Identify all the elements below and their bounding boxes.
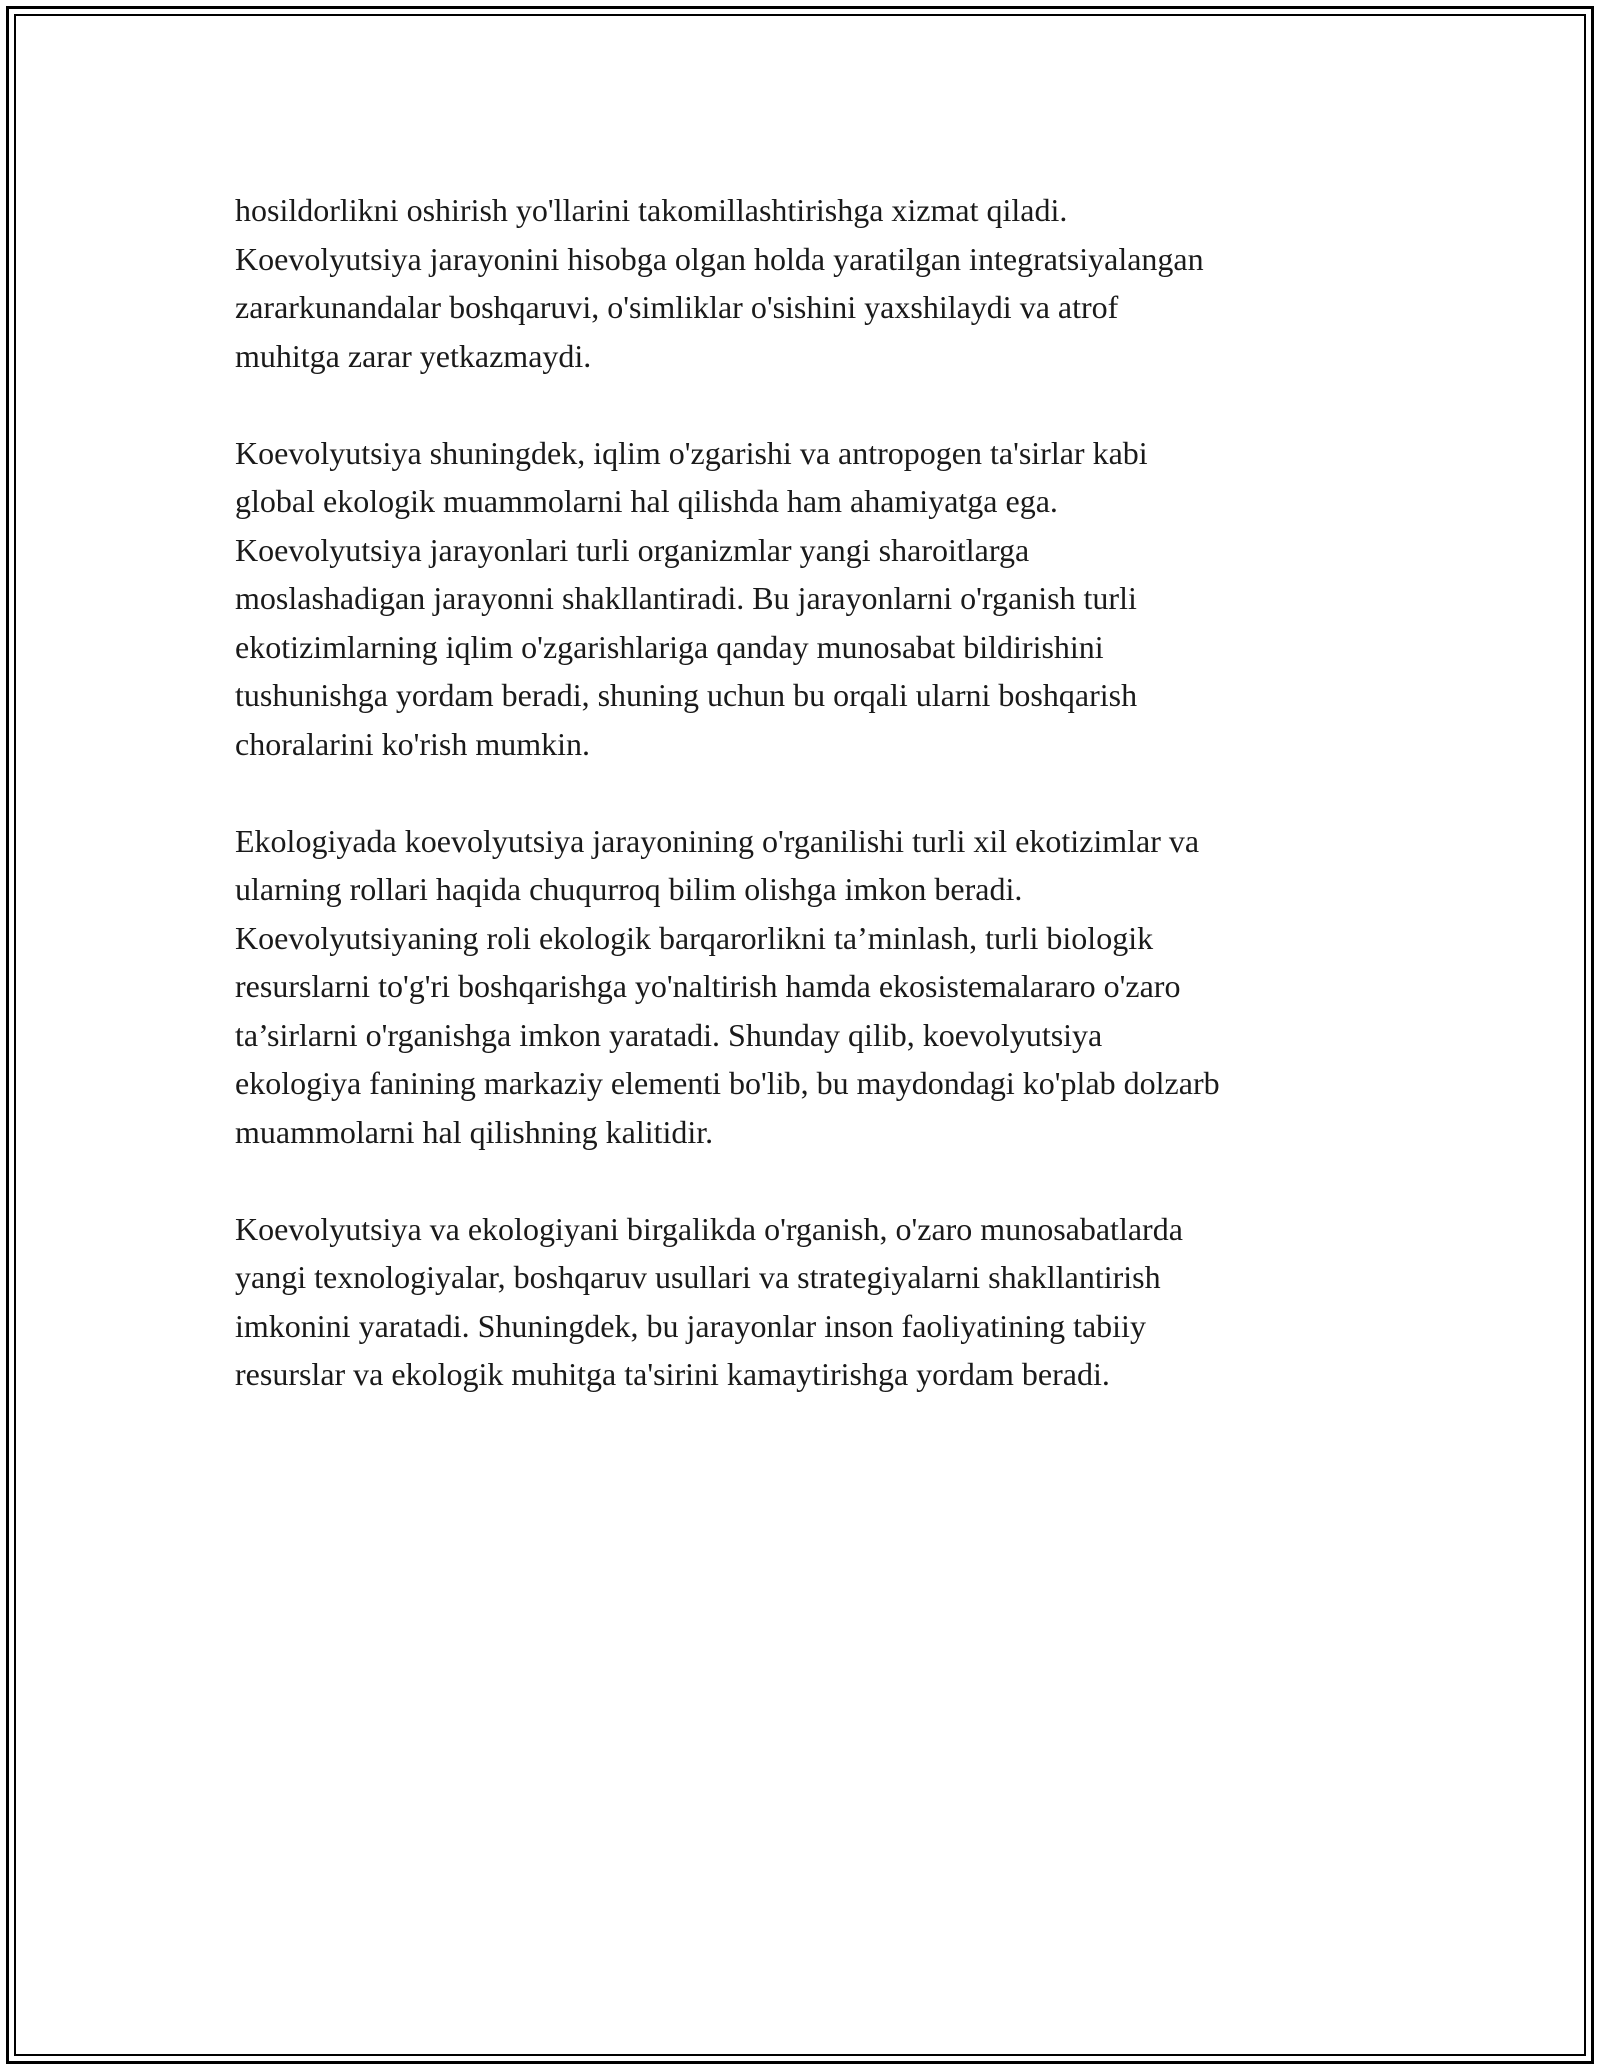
paragraph-4: Koevolyutsiya va ekologiyani birgalikda o'rganish, o'zaro munosabatlarda yangi texnologiyalar, boshqaruv usullari va strategiyalarni shakllantirish imkonini yaratadi. Shuningdek, bu jarayonlar inson faoliyatining tabiiy resurslar va ekologik muhitga ta'sirini kamaytirishga yordam beradi. (235, 1210, 1183, 1392)
paragraph-3: Ekologiyada koevolyutsiya jarayonining o'rganilishi turli xil ekotizimlar va ularning rollari haqida chuqurroq bilim olishga imkon beradi. Koevolyutsiyaning roli ekologik barqarorlikni ta’minlash, turli biologik resurslarni to'g'ri boshqarishga yo'naltirish hamda ekosistemalararo o'zaro ta’sirlarni o'rganishga imkon yaratadi. Shunday qilib, koevolyutsiya ekologiya fanining markaziy elementi bo'lib, bu maydondagi ko'plab dolzarb muammolarni hal qilishning kalitidir. (235, 822, 1220, 1150)
document-body (235, 186, 1395, 1447)
paragraph-1: hosildorlikni oshirish yo'llarini takomillashtirishga xizmat qiladi. Koevolyutsiya jarayonini hisobga olgan holda yaratilgan integratsiyalangan zararkunandalar boshqaruvi, o'simliklar o'sishini yaxshilaydi va atrof muhitga zarar yetkazmaydi. (235, 192, 1204, 374)
paragraph-2: Koevolyutsiya shuningdek, iqlim o'zgarishi va antropogen ta'sirlar kabi global ekologik muammolarni hal qilishda ham ahamiyatga ega. Koevolyutsiya jarayonlari turli organizmlar yangi sharoitlarga moslashadigan jarayonni shakllantiradi. Bu jarayonlarni o'rganish turli ekotizimlarning iqlim o'zgarishlariga qanday munosabat bildirishini tushunishga yordam beradi, shuning uchun bu orqali ularni boshqarish choralarini ko'rish mumkin. (235, 434, 1148, 762)
